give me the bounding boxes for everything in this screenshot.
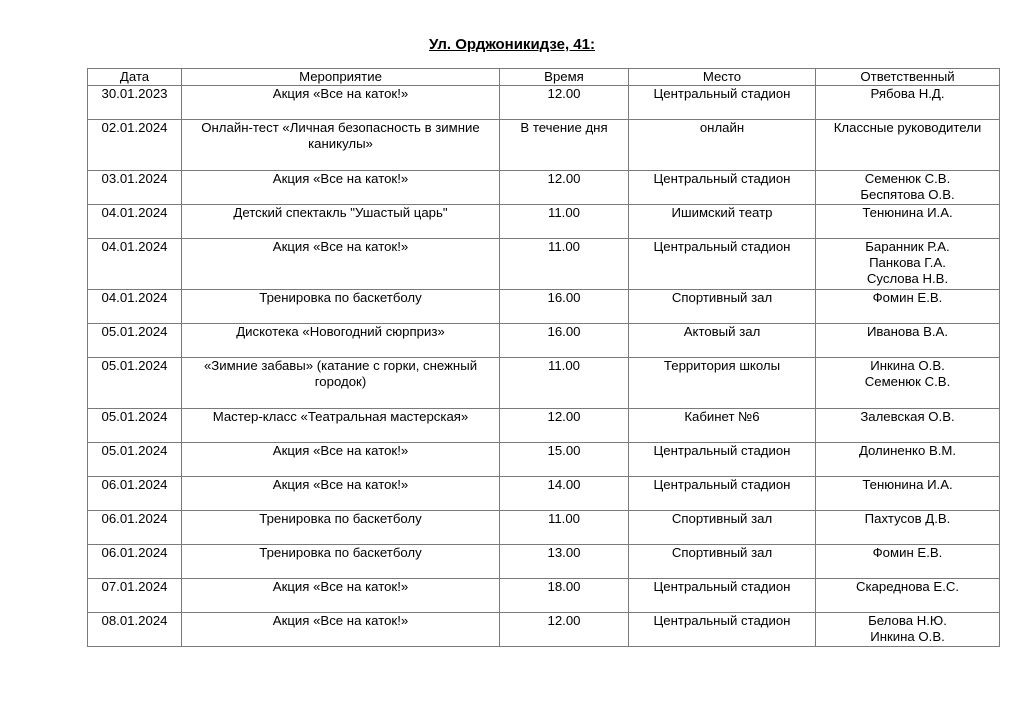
table-row [88,239,1000,290]
responsible-person: Тенюнина И.А. [862,477,953,492]
cell-place: Центральный стадион [629,477,816,511]
responsible-person: Залевская О.В. [860,409,955,424]
table-row [88,613,1000,647]
cell-responsible [816,324,1000,358]
schedule-table [87,68,1000,647]
cell-time: 11.00 [500,205,629,239]
column-header-place: Место [629,69,816,86]
table-row [88,358,1000,409]
cell-time: 12.00 [500,613,629,647]
cell-date: 05.01.2024 [88,409,182,443]
responsible-person: Долиненко В.М. [858,443,957,458]
cell-responsible [816,613,1000,647]
cell-event: Акция «Все на каток!» [182,579,500,613]
cell-event: Мастер-класс «Театральная мастерская» [182,409,500,443]
column-header-responsible: Ответственный [816,69,1000,86]
cell-time: 13.00 [500,545,629,579]
responsible-person: Тенюнина И.А. [862,205,953,220]
cell-responsible [816,443,1000,477]
responsible-person: Фомин Е.В. [872,545,943,560]
cell-place: Центральный стадион [629,86,816,120]
cell-place: Спортивный зал [629,545,816,579]
responsible-person: Баранник Р.А. [865,239,950,254]
table-row [88,545,1000,579]
cell-event: «Зимние забавы» (катание с горки, снежный городок) [182,358,500,409]
cell-responsible [816,239,1000,290]
cell-place: Территория школы [629,358,816,409]
cell-responsible [816,358,1000,409]
responsible-person: Инкина О.В. [870,358,945,373]
cell-time: 12.00 [500,86,629,120]
table-row [88,290,1000,324]
cell-date: 05.01.2024 [88,324,182,358]
cell-date: 08.01.2024 [88,613,182,647]
responsible-person: Семенюк С.В. [864,374,951,389]
responsible-person: Пахтусов Д.В. [864,511,951,526]
column-header-date: Дата [88,69,182,86]
table-row [88,120,1000,171]
responsible-person: Иванова В.А. [866,324,949,339]
cell-event: Тренировка по баскетболу [182,545,500,579]
cell-date: 06.01.2024 [88,545,182,579]
cell-time: 12.00 [500,409,629,443]
cell-time: 11.00 [500,511,629,545]
table-row [88,324,1000,358]
cell-time: 11.00 [500,358,629,409]
responsible-person: Скареднова Е.С. [855,579,960,594]
column-header-event: Мероприятие [182,69,500,86]
cell-responsible [816,290,1000,324]
cell-place: Центральный стадион [629,443,816,477]
cell-date: 06.01.2024 [88,511,182,545]
cell-place: Кабинет №6 [629,409,816,443]
table-row [88,443,1000,477]
cell-time: 18.00 [500,579,629,613]
table-row [88,579,1000,613]
cell-time: 16.00 [500,324,629,358]
responsible-person: Семенюк С.В. [864,171,951,186]
cell-responsible [816,511,1000,545]
cell-event: Тренировка по баскетболу [182,511,500,545]
cell-event: Акция «Все на каток!» [182,239,500,290]
table-row [88,409,1000,443]
responsible-person: Панкова Г.А. [869,255,946,270]
cell-time: В течение дня [500,120,629,171]
cell-responsible [816,86,1000,120]
cell-place: Спортивный зал [629,511,816,545]
cell-time: 16.00 [500,290,629,324]
cell-responsible [816,171,1000,205]
cell-date: 04.01.2024 [88,239,182,290]
cell-date: 05.01.2024 [88,358,182,409]
table-row [88,86,1000,120]
cell-date: 04.01.2024 [88,290,182,324]
responsible-person: Фомин Е.В. [872,290,943,305]
cell-date: 06.01.2024 [88,477,182,511]
cell-date: 05.01.2024 [88,443,182,477]
cell-date: 02.01.2024 [88,120,182,171]
cell-responsible [816,409,1000,443]
cell-event: Акция «Все на каток!» [182,443,500,477]
cell-responsible [816,579,1000,613]
responsible-person: Классные руководители [833,120,982,135]
cell-date: 04.01.2024 [88,205,182,239]
cell-date: 03.01.2024 [88,171,182,205]
cell-time: 14.00 [500,477,629,511]
cell-event: Акция «Все на каток!» [182,86,500,120]
cell-event: Детский спектакль "Ушастый царь" [182,205,500,239]
table-row [88,205,1000,239]
column-header-time: Время [500,69,629,86]
cell-time: 12.00 [500,171,629,205]
cell-place: онлайн [629,120,816,171]
cell-place: Актовый зал [629,324,816,358]
cell-event: Дискотека «Новогодний сюрприз» [182,324,500,358]
cell-date: 30.01.2023 [88,86,182,120]
table-row [88,477,1000,511]
responsible-person: Белова Н.Ю. [868,613,947,628]
table-row [88,171,1000,205]
responsible-person: Беспятова О.В. [860,187,955,202]
cell-place: Спортивный зал [629,290,816,324]
cell-place: Центральный стадион [629,171,816,205]
cell-place: Центральный стадион [629,613,816,647]
cell-event: Онлайн-тест «Личная безопасность в зимние каникулы» [182,120,500,171]
cell-responsible [816,545,1000,579]
cell-event: Акция «Все на каток!» [182,171,500,205]
cell-time: 15.00 [500,443,629,477]
table-body [88,86,1000,647]
cell-date: 07.01.2024 [88,579,182,613]
cell-place: Ишимский театр [629,205,816,239]
cell-time: 11.00 [500,239,629,290]
table-header-row [88,69,1000,86]
responsible-person: Суслова Н.В. [866,271,949,286]
cell-responsible [816,120,1000,171]
cell-event: Акция «Все на каток!» [182,477,500,511]
responsible-person: Инкина О.В. [870,629,945,644]
responsible-person: Рябова Н.Д. [870,86,945,101]
cell-place: Центральный стадион [629,579,816,613]
cell-responsible [816,205,1000,239]
table-row [88,511,1000,545]
cell-place: Центральный стадион [629,239,816,290]
cell-event: Тренировка по баскетболу [182,290,500,324]
page-title: Ул. Орджоникидзе, 41: [429,36,595,53]
cell-event: Акция «Все на каток!» [182,613,500,647]
cell-responsible [816,477,1000,511]
